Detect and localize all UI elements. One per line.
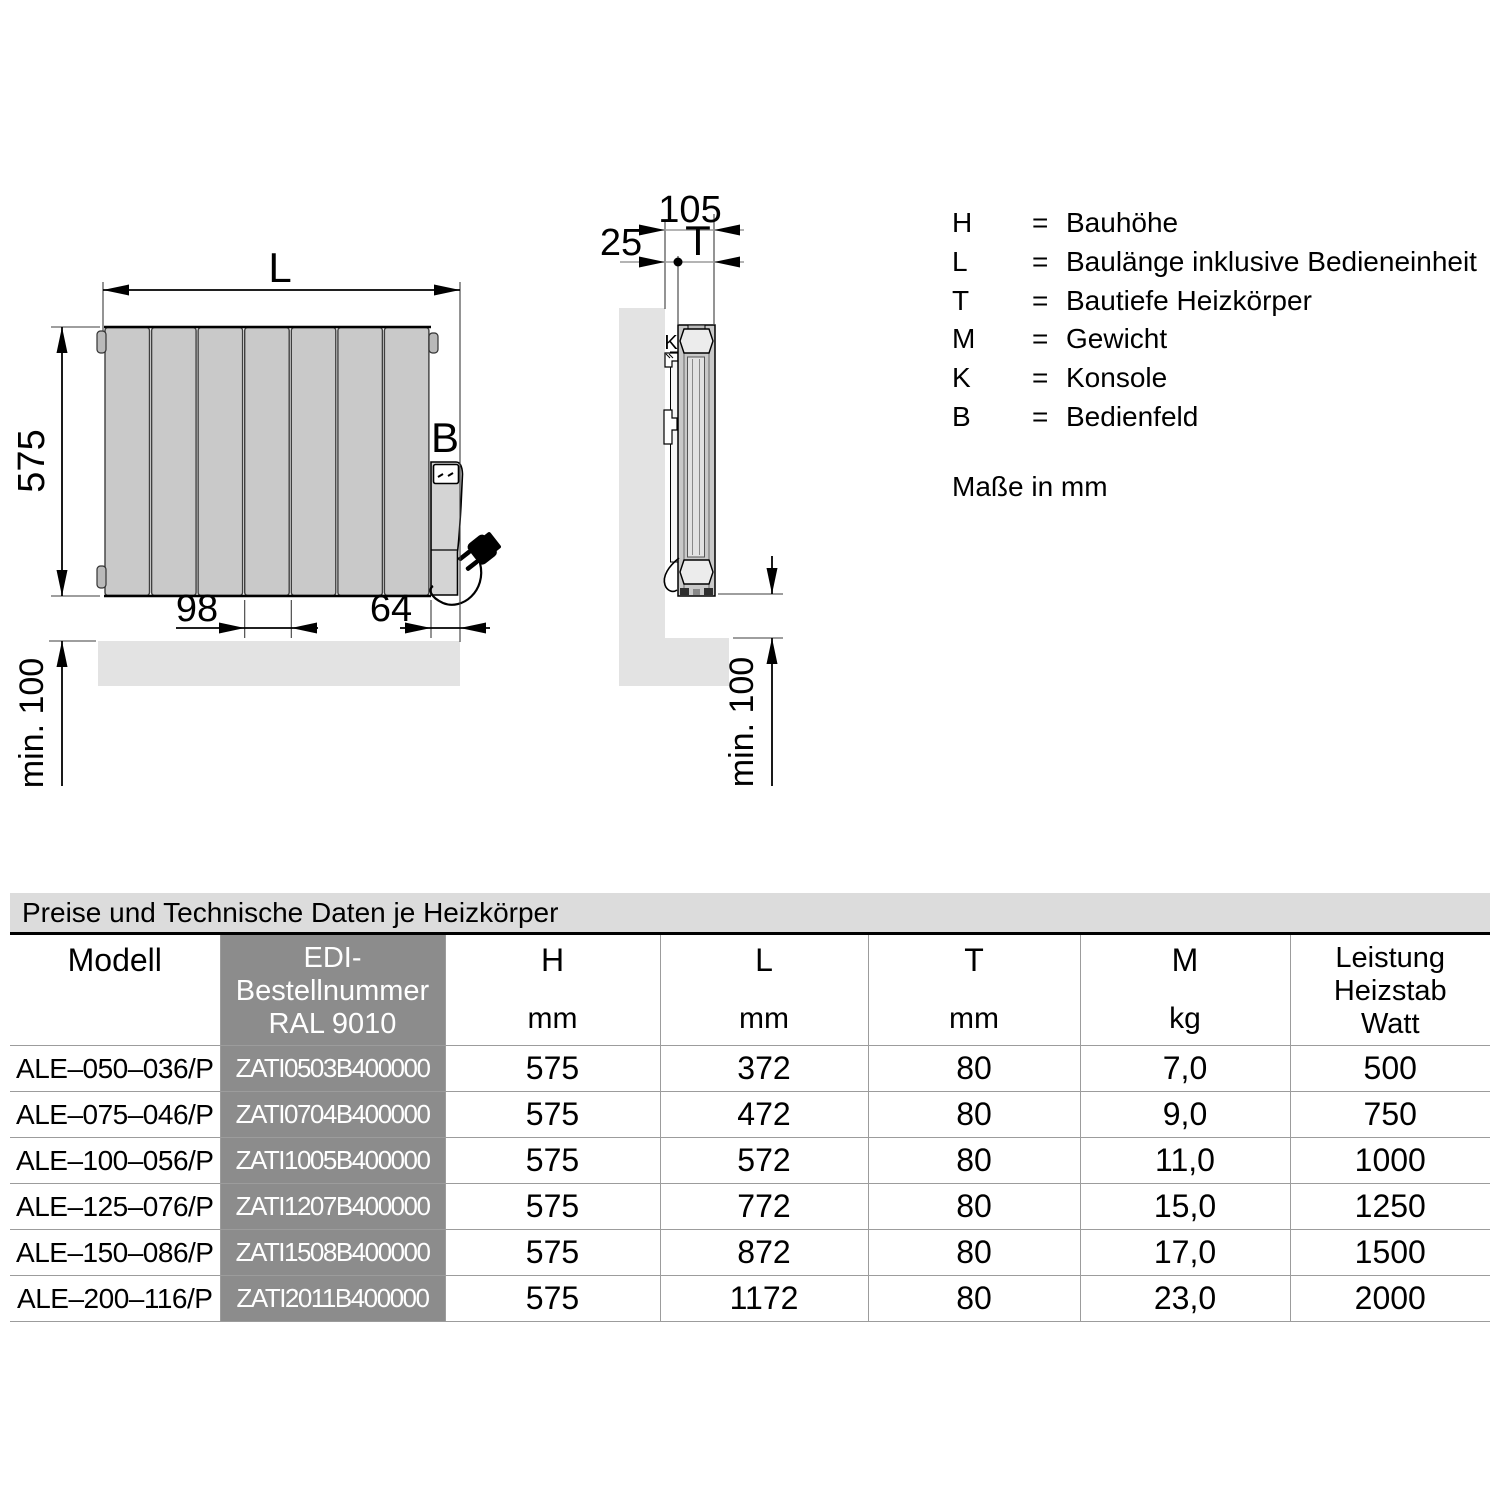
cell-l: 472 [660, 1092, 868, 1138]
cell-t: 80 [868, 1230, 1080, 1276]
cell-model: ALE–150–086/P [10, 1230, 220, 1276]
legend-symbol: T [952, 284, 970, 316]
legend-symbol: H [952, 207, 973, 238]
dim-clearance-side-value: min. 100 [723, 656, 761, 788]
cell-watt: 1500 [1290, 1230, 1490, 1276]
cap-top-right [429, 333, 438, 353]
legend-desc: Gewicht [1066, 323, 1168, 355]
label-b: B [430, 414, 460, 461]
cell-l: 872 [660, 1230, 868, 1276]
cell-h: 575 [445, 1092, 660, 1138]
dim-pitch-value: 98 [175, 588, 219, 630]
dim-wallgap-value: 25 [599, 222, 643, 264]
side-cable [664, 558, 679, 591]
col-header-power: Leistung Heizstab Watt [1290, 934, 1490, 1046]
legend-desc: Bauhöhe [1066, 207, 1179, 238]
legend-desc: Baulänge inklusive Bedieneinheit [1066, 245, 1477, 277]
cell-h: 575 [445, 1138, 660, 1184]
hex-plug-top [680, 329, 713, 353]
cell-watt: 1000 [1290, 1138, 1490, 1184]
cell-edi: ZATI0704B400000 [220, 1092, 445, 1138]
cell-t: 80 [868, 1276, 1080, 1322]
mounting-rail [671, 352, 679, 562]
cell-l: 372 [660, 1046, 868, 1092]
legend-symbol: K [952, 362, 971, 394]
label-k: K [664, 332, 678, 354]
table-row [10, 1230, 1490, 1276]
dim-chain-dot [674, 258, 683, 267]
cell-m: 7,0 [1080, 1046, 1290, 1092]
legend-equals: = [1032, 362, 1049, 394]
hex-plug-bottom [680, 560, 713, 584]
legend-row [952, 204, 1492, 243]
label-t: T [685, 217, 711, 264]
cell-model: ALE–050–036/P [10, 1046, 220, 1092]
dim-clearance-side [718, 556, 783, 787]
legend-symbol: B [952, 400, 971, 432]
cell-edi: ZATI1005B400000 [220, 1138, 445, 1184]
cell-t: 80 [868, 1138, 1080, 1184]
legend-equals: = [1032, 400, 1049, 432]
units-note: Maße in mm [952, 470, 1108, 502]
dim-height-575 [11, 327, 100, 596]
cell-watt: 2000 [1290, 1276, 1490, 1322]
cell-m: 15,0 [1080, 1184, 1290, 1230]
cell-model: ALE–100–056/P [10, 1138, 220, 1184]
legend-row [952, 243, 1492, 282]
cell-m: 17,0 [1080, 1230, 1290, 1276]
front-floor-slab [98, 641, 460, 686]
legend-symbol: M [952, 323, 976, 355]
table-row [10, 1046, 1490, 1092]
cell-l: 772 [660, 1184, 868, 1230]
cap-bottom-left [97, 566, 106, 588]
legend-desc: Bedienfeld [1066, 400, 1199, 432]
spec-table-section [10, 893, 1490, 1322]
col-header-l: L mm [660, 934, 868, 1046]
cell-model: ALE–200–116/P [10, 1276, 220, 1322]
cell-t: 80 [868, 1092, 1080, 1138]
cell-l: 1172 [660, 1276, 868, 1322]
col-header-m: M kg [1080, 934, 1290, 1046]
cell-h: 575 [445, 1184, 660, 1230]
cell-m: 23,0 [1080, 1276, 1290, 1322]
cell-edi: ZATI2011B400000 [220, 1276, 445, 1322]
col-header-edi: EDI- Bestellnummer RAL 9010 [220, 934, 445, 1046]
table-row [10, 1138, 1490, 1184]
legend-desc: Bautiefe Heizkörper [1066, 284, 1312, 316]
cell-h: 575 [445, 1276, 660, 1322]
cell-watt: 1250 [1290, 1184, 1490, 1230]
table-row [10, 1092, 1490, 1138]
cell-h: 575 [445, 1046, 660, 1092]
cap-top-left [97, 331, 106, 353]
legend-row [952, 282, 1492, 321]
legend-equals: = [1032, 207, 1049, 238]
cell-t: 80 [868, 1046, 1080, 1092]
cell-edi: ZATI0503B400000 [220, 1046, 445, 1092]
cell-l: 572 [660, 1138, 868, 1184]
cell-edi: ZATI1207B400000 [220, 1184, 445, 1230]
table-row [10, 1184, 1490, 1230]
cell-model: ALE–075–046/P [10, 1092, 220, 1138]
cell-m: 11,0 [1080, 1138, 1290, 1184]
legend-equals: = [1032, 245, 1049, 277]
col-header-h: H mm [445, 934, 660, 1046]
cell-model: ALE–125–076/P [10, 1184, 220, 1230]
cell-watt: 500 [1290, 1046, 1490, 1092]
legend-row [952, 359, 1492, 398]
dim-clearance-front [13, 641, 96, 788]
cell-watt: 750 [1290, 1092, 1490, 1138]
control-unit [431, 462, 463, 595]
radiator-front [97, 327, 438, 596]
legend-equals: = [1032, 284, 1049, 316]
spec-table [10, 932, 1490, 1322]
cell-h: 575 [445, 1230, 660, 1276]
side-view [600, 189, 783, 787]
legend-row [952, 320, 1492, 359]
dim-unit-width-value: 64 [369, 588, 413, 630]
dim-depth-value: 105 [658, 189, 722, 231]
dim-height-value: 575 [11, 429, 53, 493]
front-view [11, 244, 504, 788]
legend-desc: Konsole [1066, 362, 1168, 394]
col-header-model: Modell [10, 934, 220, 1046]
table-header-row [10, 934, 1490, 1046]
dim-wallgap-25-t [600, 217, 744, 324]
legend-symbol: L [952, 245, 968, 277]
table-title: Preise und Technische Daten je Heizkörper [10, 893, 1490, 932]
dim-clearance-front-value: min. 100 [13, 657, 51, 789]
cell-t: 80 [868, 1184, 1080, 1230]
legend [952, 204, 1492, 503]
col-header-t: T mm [868, 934, 1080, 1046]
legend-equals: = [1032, 323, 1049, 355]
cell-edi: ZATI1508B400000 [220, 1230, 445, 1276]
table-row [10, 1276, 1490, 1322]
display-window [434, 465, 459, 484]
cell-m: 9,0 [1080, 1092, 1290, 1138]
label-l: L [268, 244, 292, 291]
legend-row [952, 398, 1492, 437]
